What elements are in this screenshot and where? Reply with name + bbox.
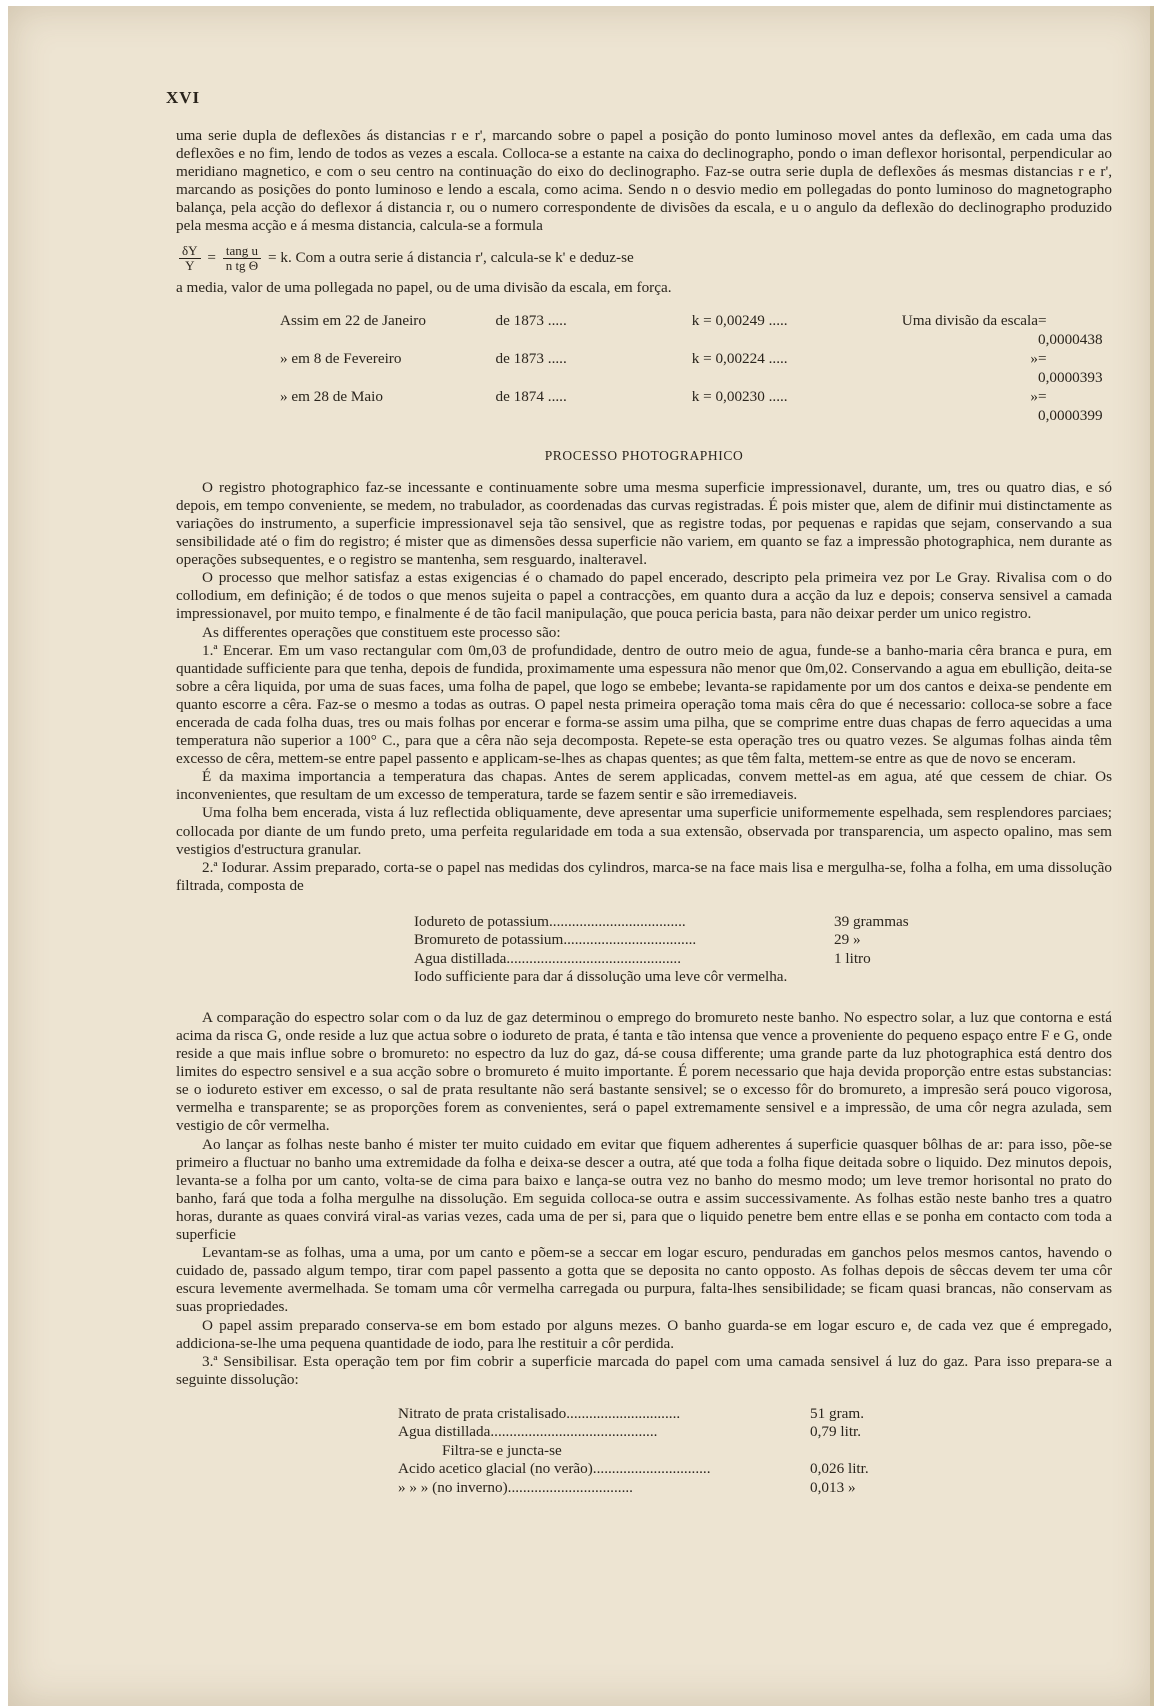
obs-year: de 1874 ..... [495, 387, 567, 405]
obs-value: = 0,0000393 [1038, 349, 1103, 386]
obs-year: de 1873 ..... [495, 311, 567, 329]
ingredient-qty: 0,79 litr. [810, 1423, 862, 1441]
ingredient-name: Iodureto de potassium.................................... [414, 912, 686, 930]
ingredient-qty: 0,026 litr. [810, 1460, 869, 1478]
ingredient-qty: 1 litro [834, 949, 871, 967]
section-heading: PROCESSO PHOTOGRAPHICO [544, 447, 744, 463]
recipe-iodurar [414, 913, 934, 987]
ingredient-name: Agua distillada............................................ [398, 1423, 658, 1441]
page-content [176, 127, 1112, 1497]
equals-sign: = [207, 248, 216, 266]
recipe-row [414, 950, 934, 969]
obs-date: » em 28 de Maio [280, 387, 383, 405]
ingredient-note: Filtra-se e juncta-se [442, 1441, 562, 1459]
fraction-numerator: δY [179, 244, 201, 259]
book-page [8, 6, 1154, 1706]
observation-row [280, 311, 1112, 349]
paragraph: O papel assim preparado conserva-se em bom estado por alguns mezes. O banho guarda-se em logar escuro e, de cada vez que é empregado, addiciona-se-lhe uma pequena quantidade de iodo, para lhe restituir a côr perdida. [176, 1316, 1112, 1352]
paragraph-deflexoes: uma serie dupla de deflexões ás distancias r e r', marcando sobre o papel a posição do ponto luminoso movel antes da deflexão, em cada uma das deflexões e no fim, lendo de todos as vezes a escala. Colloca-se a estante na caixa do declinographo, pondo o iman deflexor horisontal, perpendicular ao meridiano magnetico, e com o seu centro na continuação do eixo do declinographo. Faz-se outra serie dupla de deflexões ás mesmas distancias r e r', marcando as posições do ponto luminoso e lendo a escala, como acima. Sendo n o desvio medio em pollegadas do ponto luminoso do magnetographo balança, pela acção do deflexor á distancia r, ou o numero correspondente de divisões da escala, e u o angulo da deflexão do declinographo produzido pela mesma acção e á mesma distancia, calcula-se a formula [176, 127, 1112, 235]
recipe-row [398, 1479, 938, 1498]
paragraph: O processo que melhor satisfaz a estas exigencias é o chamado do papel encerado, descripto pela primeira vez por Le Gray. Rivalisa com o do collodium, em definição; é de todos o que menos sujeita o papel a contracções, em quanto dura a acção da luz e depois; conserva sensivel a camada impressionavel, por muito tempo, e finalmente é de tão facil manipulação, que pouca pericia basta, para não deixar perder um unico registro. [176, 569, 1112, 623]
recipe-row [414, 913, 934, 932]
paragraph: É da maxima importancia a temperatura das chapas. Antes de serem applicadas, convem mettel-as em agua, até que cessem de chiar. Os inconvenientes, que resultam de um excesso de temperatura, tarde se fazem sentir e são irremediaveis. [176, 768, 1112, 804]
obs-label: Uma divisão da escala [901, 311, 1038, 329]
page-edge [1150, 6, 1154, 1706]
paragraph-media: a media, valor de uma pollegada no papel, ou de uma divisão da escala, em força. [176, 278, 672, 296]
ingredient-qty: 39 grammas [834, 912, 909, 930]
obs-k: k = 0,00224 ..... [691, 349, 788, 367]
obs-value: = 0,0000438 [1038, 311, 1103, 348]
observation-row [280, 387, 1112, 425]
paragraph: O registro photographico faz-se incessante e continuamente sobre uma mesma superficie impressionavel, durante, um, tres ou quatro dias, e só depois, em tempo conveniente, se medem, no trabulador, as coordenadas das curvas registradas. É pois mister que, alem de difinir mui distinctamente as variações do instrumento, a superficie impressionavel seja tão sensivel, que as registre todas, por pequenas e rapidas que sejam, conservando a sua sensibilidade até o fim do registro; é mister que as dimensões dessa superficie não variem, em quanto se faz a impressão photographica, nem durante as operações subsequentes, e o registro se mantenha, sem resguardo, inalteravel. [176, 478, 1112, 569]
obs-label: » [1030, 349, 1038, 367]
recipe-row [414, 931, 934, 950]
paragraph-sensibilisar: 3.ª Sensibilisar. Esta operação tem por fim cobrir a superficie marcada do papel com uma camada sensivel á luz do gaz. Para isso prepara-se a seguinte dissolução: [176, 1352, 1112, 1388]
ingredient-name: Iodo sufficiente para dar á dissolução uma leve côr vermelha. [414, 968, 788, 986]
paragraph-espectro: A comparação do espectro solar com o da luz de gaz determinou o emprego do bromureto neste banho. No espectro solar, a luz que contorna e está acima da risca G, onde reside a luz que actua sobre o iodureto de prata, é tanta e tão intensa que vence a proveniente do pequeno espaço entre F e G, onde reside a que mais influe sobre o bromureto: no espectro da luz do gaz, dá-se cousa differente; uma grande parte da luz photographica está dentro dos limites do espectro sensivel e a sua acção sobre o bromureto é muito importante. É porem necessario que haja devida proporção entre estas substancias: se o iodureto estiver em excesso, o sal de prata resultante não será bastante sensivel; se o excesso fôr do bromureto, a impresão será pouco vigorosa, vermelha e transparente; se as proporções forem as convenientes, será o papel extremamente sensivel e a impressão, de uma côr negra azulada, sem vestigio de côr vermelha. [176, 1008, 1112, 1135]
fraction-numerator: tang u [223, 244, 262, 259]
observation-row [280, 349, 1112, 387]
observations-table [280, 311, 1112, 425]
formula-continuation: Com a outra serie á distancia r', calcula-se k' e deduz-se [295, 248, 634, 266]
paragraph: Levantam-se as folhas, uma a uma, por um canto e põem-se a seccar em logar escuro, penduradas em ganchos pelos mesmos cantos, havendo o cuidado de, passado algum tempo, tirar com papel passento a gotta que se deposita no canto opposto. As folhas depois de sêccas devem ter uma côr escura levemente avermelhada. Se tomam uma côr vermelha carregada ou purpura, falta-lhes sensibilidade; se ficam quasi brancas, não conservam as suas propriedades. [176, 1244, 1112, 1316]
obs-date: Assim em 22 de Janeiro [280, 311, 426, 329]
recipe-row [414, 968, 934, 987]
ingredient-qty: 0,013 » [810, 1478, 856, 1496]
paragraph-encerar: 1.ª Encerar. Em um vaso rectangular com 0m,03 de profundidade, dentro de outro meio de agua, funde-se a banho-maria cêra branca e pura, em quantidade sufficiente para que tenha, depois de fundida, proximamente uma espessura não menor que 0m,02. Conservando a agua em ebullição, deita-se sobre a cêra liquida, por uma de suas faces, uma folha de papel, que logo se embebe; levanta-se rapidamente por um dos cantos e deixa-se pendente em quanto escorre a cêra. Faz-se o mesmo a todas as outras. O papel nesta primeira operação toma mais cêra do que é necessario: colloca-se sobre a face encerada de cada folha duas, tres ou mais folhas por encerar e forma-se assim uma pilha, que se comprime entre duas chapas de ferro aquecidas a uma temperatura não superior a 100° C., para que a cêra não seja decomposta. Repete-se esta operação tres ou quatro vezes. Se algumas folhas ainda têm excesso de cêra, mettem-se entre papel passento e applicam-se-lhes as chapas quentes; as que têm falta, mettem-se entre as que de novo se enceram. [176, 641, 1112, 768]
obs-k: k = 0,00249 ..... [691, 311, 788, 329]
paragraph: Ao lançar as folhas neste banho é mister ter muito cuidado em evitar que fiquem adherentes á superficie quasquer bôlhas de ar: para isso, põe-se primeiro a fluctuar no banho uma extremidade da folha e deixa-se descer a outra, até que toda a folha fique deitada sobre o liquido. Dez minutos depois, levanta-se a folha por um canto, volta-se de cima para baixo e lança-se outra vez no banho do mesmo modo; um leve tremor horisontal no prato do banho, fará que toda a folha mergulhe na dissolução. Em seguida colloca-se outra e assim successivamente. As folhas estão neste banho tres a quatro horas, durante as quaes convirá viral-as varias vezes, cada uma de per si, para que o liquido penetre bem entre ellas e se ponha em contacto com toda a superficie [176, 1135, 1112, 1244]
obs-k: k = 0,00230 ..... [691, 387, 788, 405]
paragraph: Uma folha bem encerada, vista á luz reflectida obliquamente, deve apresentar uma superficie uniformemente espelhada, sem resplendores parciaes; collocada por diante de um fundo preto, uma perfeita regularidade em toda a sua extensão, observada por transparencia, um aspecto opalino, mas sem vestigios d'estructura granular. [176, 804, 1112, 858]
fraction-tangent [223, 244, 262, 273]
page-number: XVI [166, 88, 201, 107]
ingredient-name: » » » (no inverno)................................. [398, 1478, 633, 1496]
ingredient-qty: 51 gram. [810, 1404, 864, 1422]
formula-result: = k. [267, 248, 292, 266]
ingredient-name: Acido acetico glacial (no verão)............................... [398, 1460, 711, 1478]
ingredient-name: Agua distillada.............................................. [414, 949, 682, 967]
ingredient-qty: 29 » [834, 931, 861, 949]
recipe-row [398, 1460, 938, 1479]
recipe-row [398, 1405, 938, 1424]
obs-value: = 0,0000399 [1038, 387, 1103, 424]
recipe-row [398, 1442, 938, 1461]
fraction-delta-y [179, 244, 201, 273]
obs-date: » em 8 de Fevereiro [280, 349, 402, 367]
formula-line [176, 244, 1112, 273]
paragraph: As differentes operações que constituem este processo são: [202, 623, 561, 641]
recipe-row [398, 1423, 938, 1442]
paragraph-iodurar: 2.ª Iodurar. Assim preparado, corta-se o papel nas medidas dos cylindros, marca-se na face mais lisa e mergulha-se, folha a folha, em uma dissolução filtrada, composta de [176, 858, 1112, 894]
ingredient-name: Bromureto de potassium................................... [414, 931, 697, 949]
obs-label: » [1030, 387, 1038, 405]
obs-year: de 1873 ..... [495, 349, 567, 367]
ingredient-name: Nitrato de prata cristalisado.............................. [398, 1404, 681, 1422]
fraction-denominator: n tg Θ [225, 257, 259, 273]
recipe-sensibilisar [398, 1405, 938, 1498]
fraction-denominator: Y [185, 257, 195, 273]
